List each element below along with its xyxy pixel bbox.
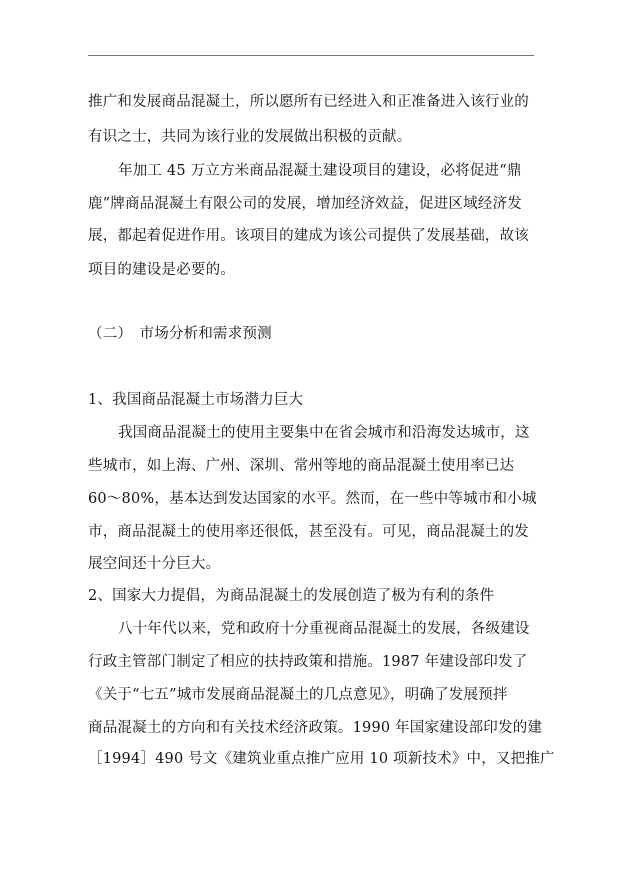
paragraph-line: 行政主管部门制定了相应的扶持政策和措施。1987 年建设部印发了 (88, 654, 528, 670)
header-rule (88, 55, 534, 56)
paragraph-line: 有识之士，共同为该行业的发展做出积极的贡献。 (88, 129, 412, 145)
paragraph-line: 《关于“七五”城市发展商品混凝土的几点意见》，明确了发展预拌 (88, 687, 508, 703)
paragraph-line: 项目的建设是必要的。 (88, 262, 235, 278)
subsection-heading: 2、国家大力提倡，为商品混凝土的发展创造了极为有利的条件 (88, 588, 495, 604)
paragraph-line: 市，商品混凝土的使用率还很低，甚至没有。可见，商品混凝土的发 (88, 524, 529, 540)
subsection-heading: 1、我国商品混凝土市场潜力巨大 (88, 392, 304, 408)
paragraph-line: 我国商品混凝土的使用主要集中在省会城市和沿海发达城市，这 (118, 425, 530, 441)
paragraph-line: 些城市，如上海、广州、深圳、常州等地的商品混凝土使用率已达 (88, 458, 515, 474)
paragraph-line: 推广和发展商品混凝土，所以愿所有已经进入和正准备进入该行业的 (88, 94, 529, 110)
paragraph-line: 年加工 45 万立方米商品混凝土建设项目的建设，必将促进“鼎 (118, 163, 522, 179)
section-heading: （二） 市场分析和需求预测 (88, 326, 272, 342)
paragraph-line: ［1994］490 号文《建筑业重点推广应用 10 项新技术》中，又把推广 (88, 751, 555, 767)
paragraph-line: 展，都起着促进作用。该项目的建成为该公司提供了发展基础，故该 (88, 228, 529, 244)
paragraph-line: 展空间还十分巨大。 (88, 556, 221, 572)
paragraph-line: 60～80%，基本达到发达国家的水平。然而，在一些中等城市和小城 (88, 491, 537, 507)
paragraph-line: 八十年代以来，党和政府十分重视商品混凝土的发展，各级建设 (118, 621, 530, 637)
paragraph-line: 鹿”牌商品混凝土有限公司的发展，增加经济效益，促进区域经济发 (88, 196, 522, 212)
paragraph-line: 商品混凝土的方向和有关技术经济政策。1990 年国家建设部印发的建 (88, 720, 543, 736)
